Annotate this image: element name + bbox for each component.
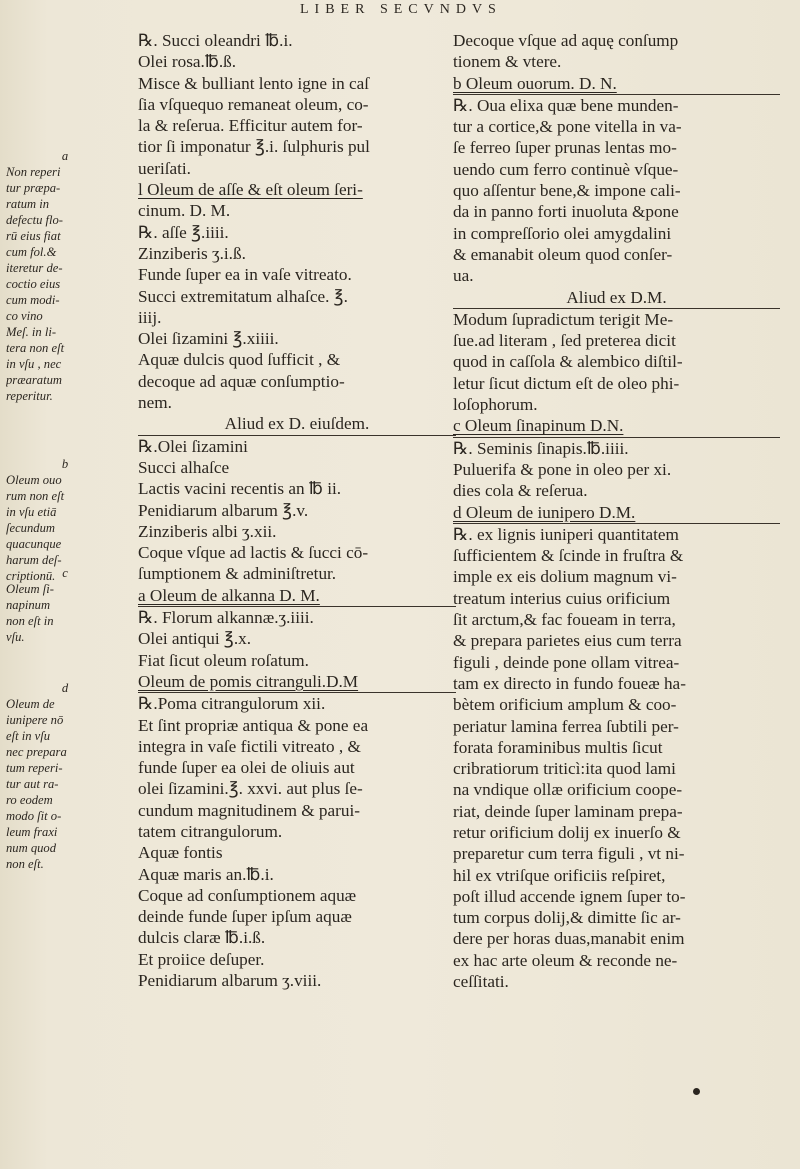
text-line: Penidiarum albarum ʒ.viii. (138, 971, 322, 991)
text-line: Et ſint propriæ antiqua & pone ea (138, 715, 369, 735)
text-line: in compreſſorio olei amygdalini (453, 223, 672, 243)
marginal-note-line: ſecundum (6, 521, 55, 535)
text-line: Funde ſuper ea in vaſe vitreato. (138, 265, 352, 285)
text-line: Coque ad conſumptionem aquæ (138, 885, 357, 905)
text-line: ſe ferreo ſuper prunas lentas mo- (453, 138, 677, 158)
text-line: olei ſizamini.℥. xxvi. aut plus ſe- (138, 779, 363, 799)
text-line: ceſſitati. (453, 972, 509, 992)
marginal-note-line: quacunque (6, 537, 62, 551)
text-line: ex hac arte oleum & reconde ne- (453, 950, 678, 970)
marginal-note-line: tur aut ra- (6, 777, 59, 791)
text-line: ſia vſquequo remaneat oleum, co- (138, 94, 369, 114)
text-line: Aquæ fontis (138, 843, 223, 863)
text-line: ua. (453, 266, 474, 286)
text-line: tum corpus dolij,& dimitte ſic ar- (453, 908, 681, 928)
text-line: Lactis vacini recentis an ℔ ii. (138, 479, 342, 499)
text-line: quod in caſſola & alembico diſtil- (453, 352, 683, 372)
text-line: ℞. Succi oleandri ℔.i. (138, 31, 293, 50)
text-line: Et proiice deſuper. (138, 949, 265, 969)
marginal-note-line: napinum (6, 598, 51, 612)
text-line: tionem & vtere. (453, 52, 562, 72)
marginal-note-line: rū eius fiat (6, 229, 61, 243)
text-line: ſumptionem & adminiſtretur. (138, 564, 337, 584)
text-line: & emanabit oleum quod conſer- (453, 244, 673, 264)
text-line: loſophorum. (453, 395, 538, 415)
marginal-note-line: ratum in (6, 197, 50, 211)
text-line: cinum. D. M. (138, 201, 231, 221)
text-line: retur orificium dolij ex inuerſo & (453, 822, 681, 842)
text-line: dulcis claræ ℔.i.ß. (138, 928, 266, 948)
text-line: tior ſi imponatur ℥.i. ſulphuris pul (138, 137, 370, 157)
text-line: Zinziberis ʒ.i.ß. (138, 243, 246, 263)
marginal-note-line: modo ſit o- (6, 809, 62, 823)
marginal-note-line: leum fraxi (6, 825, 58, 839)
marginal-note-marker: b (61, 457, 69, 471)
text-line: ſit arctum,& fac foueam in terra, (453, 610, 676, 630)
marginal-note-line: tera non eſt (6, 341, 65, 355)
marginal-note-marker: d (61, 681, 69, 695)
marginal-note-line: præaratum (6, 373, 62, 387)
text-line: decoque ad aquæ conſumptio- (138, 371, 345, 391)
text-line: Succi extremitatum alhaſce. ℥. (138, 286, 348, 306)
text-line: Aquæ maris an.℔.i. (138, 864, 274, 884)
text-line: d Oleum de iunipero D.M. (453, 502, 636, 522)
text-line: Zinziberis albi ʒ.xii. (138, 521, 277, 541)
text-line: la & reſerua. Efficitur autem for- (138, 116, 363, 136)
marginal-note-marker: c (62, 566, 68, 580)
left-text-column (138, 30, 456, 991)
right-text-column (453, 30, 780, 992)
text-line: figuli , deinde pone ollam vitrea- (453, 652, 680, 672)
text-line: Modum ſupradictum terigit Me- (453, 308, 780, 330)
text-line: uendo cum ferro continuè vſque- (453, 159, 679, 179)
marginal-note-line: ro eodem (6, 793, 53, 807)
text-line: Decoque vſque ad aquę conſump (453, 31, 679, 50)
text-line: ℞. Florum alkannæ.ʒ.iiii. (138, 606, 456, 628)
text-line: ℞.Poma citrangulorum xii. (138, 692, 456, 714)
text-line: cundum magnitudinem & parui- (138, 800, 360, 820)
text-line: da in panno forti inuoluta &pone (453, 202, 679, 222)
text-line: Aliud ex D. eiuſdem. (224, 414, 370, 434)
marginal-note-line: Non reperi (6, 165, 61, 179)
text-line: b Oleum ouorum. D. N. (453, 73, 617, 93)
ink-dot-ornament (693, 1088, 700, 1095)
text-line: hil ex vtriſque orificiis reſpiret, (453, 865, 666, 885)
marginal-note-line: rum non eſt (6, 489, 65, 503)
marginal-note-line: criptionū. (6, 569, 56, 583)
text-line: dere per horas duas,manabit enim (453, 929, 685, 949)
text-line: treatum interius cuius orificium (453, 588, 671, 608)
text-line: ℞. Seminis ſinapis.℔.iiii. (453, 437, 780, 459)
text-line: riat, deinde ſuper laminam prepa- (453, 801, 683, 821)
text-line: bètem orificium amplum & coo- (453, 695, 677, 715)
text-line: tatem citrangulorum. (138, 821, 283, 841)
marginal-note-a (6, 148, 124, 404)
text-line: ſue.ad literam , ſed preterea dicit (453, 331, 676, 351)
marginal-note-line: nec prepara (6, 745, 67, 759)
marginal-note-c (6, 565, 124, 645)
text-line: na vndique ollæ orificium coope- (453, 780, 683, 800)
marginal-note-d (6, 680, 124, 872)
text-line: ℞. ex lignis iuniperi quantitatem (453, 523, 780, 545)
marginal-note-line: reperitur. (6, 389, 53, 403)
text-line: ℞. aſſe ℥.iiii. (138, 222, 229, 242)
text-line: Aliud ex D.M. (566, 287, 667, 307)
text-line: a Oleum de alkanna D. M. (138, 585, 320, 605)
running-head: LIBER SECVNDVS (300, 2, 502, 17)
text-line: integra in vaſe fictili vitreato , & (138, 736, 361, 756)
text-line: tam ex directo in fundo foueæ ha- (453, 673, 686, 693)
marginal-note-line: iteretur de- (6, 261, 63, 275)
text-line: dies cola & reſerua. (453, 481, 588, 501)
text-line: nem. (138, 393, 172, 413)
marginal-note-line: cum fol.& (6, 245, 57, 259)
marginal-note-line: Oleum ſi- (6, 582, 54, 596)
text-line: deinde funde ſuper ipſum aquæ (138, 907, 352, 927)
text-line: ℞. Oua elixa quæ bene munden- (453, 94, 780, 116)
text-line: & prepara parietes eius cum terra (453, 631, 682, 651)
marginal-note-line: vſu. (6, 630, 25, 644)
text-line: l Oleum de aſſe & eſt oleum ſeri- (138, 180, 363, 200)
text-line: funde ſuper ea olei de oliuis aut (138, 758, 355, 778)
marginal-note-line: co vino (6, 309, 43, 323)
text-line: ſufficientem & ſcinde in fruſtra & (453, 546, 684, 566)
marginal-note-line: coctio eius (6, 277, 61, 291)
text-line: c Oleum ſinapinum D.N. (453, 416, 624, 436)
text-line: cribratiorum triticì:ita quod lami (453, 759, 676, 779)
marginal-note-line: in vſu , nec (6, 357, 62, 371)
marginal-note-line: iunipere nō (6, 713, 64, 727)
text-line: forata foraminibus multis ſicut (453, 737, 663, 757)
text-line: iiij. (138, 307, 162, 327)
text-line: quo aſſentur bene,& impone cali- (453, 181, 681, 201)
text-line: poſt illud accende ignem ſuper to- (453, 886, 686, 906)
text-line: ueriſati. (138, 158, 191, 178)
marginal-note-line: defectu flo- (6, 213, 63, 227)
text-line: letur ſicut dictum eſt de oleo phi- (453, 373, 680, 393)
text-line: Oleum de pomis citranguli.D.M (138, 671, 359, 691)
marginal-note-line: non eſt in (6, 614, 54, 628)
text-line: Succi alhaſce (138, 457, 230, 477)
marginal-note-line: num quod (6, 841, 57, 855)
text-line: Coque vſque ad lactis & ſucci cō- (138, 543, 369, 563)
text-line: periatur lamina ferrea ſubtili per- (453, 716, 679, 736)
marginal-note-line: tum reperi- (6, 761, 63, 775)
marginal-note-line: in vſu etiā (6, 505, 57, 519)
marginal-note-line: cum modi- (6, 293, 60, 307)
text-line: Aquæ dulcis quod ſufficit , & (138, 350, 341, 370)
text-line: imple ex eis dolium magnum vi- (453, 567, 677, 587)
marginal-note-line: harum deſ- (6, 553, 62, 567)
marginal-note-line: Oleum ouo (6, 473, 62, 487)
marginal-note-line: Meſ. in li- (6, 325, 57, 339)
marginal-note-marker: a (61, 149, 69, 163)
text-line: Olei antiqui ℥.x. (138, 629, 252, 649)
marginal-note-line: Oleum de (6, 697, 55, 711)
text-line: Olei rosa.℔.ß. (138, 52, 237, 72)
text-line: Fiat ſicut oleum roſatum. (138, 650, 309, 670)
marginal-note-line: tur præpa- (6, 181, 61, 195)
text-line: preparetur cum terra figuli , vt ni- (453, 844, 685, 864)
marginal-note-line: eſt in vſu (6, 729, 51, 743)
text-line: ℞.Olei ſizamini (138, 435, 456, 457)
text-line: Misce & bulliant lento igne in caſ (138, 73, 370, 93)
text-line: Penidiarum albarum ℥.v. (138, 500, 309, 520)
text-line: tur a cortice,& pone vitella in va- (453, 117, 682, 137)
text-line: Puluerifa & pone in oleo per xi. (453, 459, 672, 479)
text-line: Olei ſizamini ℥.xiiii. (138, 329, 279, 349)
marginal-note-line: non eſt. (6, 857, 44, 871)
